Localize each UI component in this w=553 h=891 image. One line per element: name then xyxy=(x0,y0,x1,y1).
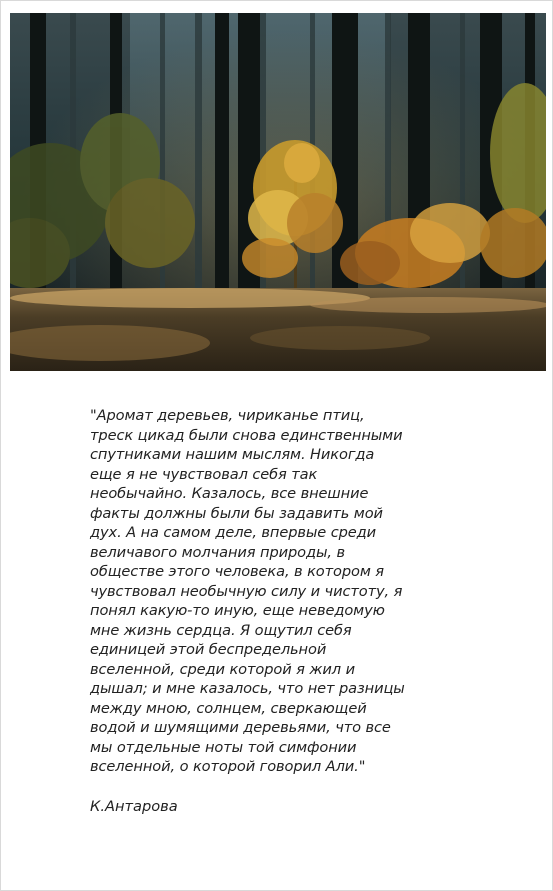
quote-line: между мною, солнцем, сверкающей xyxy=(90,699,367,717)
quote-line: обществе этого человека, в котором я xyxy=(90,563,384,580)
quote-line: факты должны были бы задавить мой xyxy=(90,504,383,522)
quote-line: величавого молчания природы, в xyxy=(90,543,345,561)
quote-line: треск цикад были снова единственными xyxy=(90,426,403,444)
quote-line: дух. А на самом деле, впервые среди xyxy=(90,524,377,541)
quote-line: вселенной, среди которой я жил и xyxy=(90,660,355,678)
forest-photo xyxy=(10,13,546,371)
quote-line: мне жизнь сердца. Я ощутил себя xyxy=(90,621,352,639)
quote-line: водой и шумящими деревьями, что все xyxy=(90,719,391,736)
forest-photo-illustration xyxy=(10,13,546,371)
quote-line: еще я не чувствовал себя так xyxy=(90,465,318,483)
quote-text xyxy=(90,406,450,777)
quote-line: спутниками нашим мыслям. Никогда xyxy=(90,446,375,463)
quote-line: дышал; и мне казалось, что нет разницы xyxy=(90,680,405,697)
quote-line: чувствовал необычную силу и чистоту, я xyxy=(90,582,403,600)
quote-line: "Аромат деревьев, чириканье птиц, xyxy=(90,407,365,424)
quote-author: К.Антарова xyxy=(90,798,178,815)
quote-line: мы отдельные ноты той симфонии xyxy=(90,738,357,756)
quote-line: необычайно. Казалось, все внешние xyxy=(90,485,369,502)
quote-line: единицей этой беспредельной xyxy=(90,641,327,658)
quote-line: понял какую-то иную, еще неведомую xyxy=(90,602,385,619)
quote-line: вселенной, о которой говорил Али." xyxy=(90,758,366,775)
